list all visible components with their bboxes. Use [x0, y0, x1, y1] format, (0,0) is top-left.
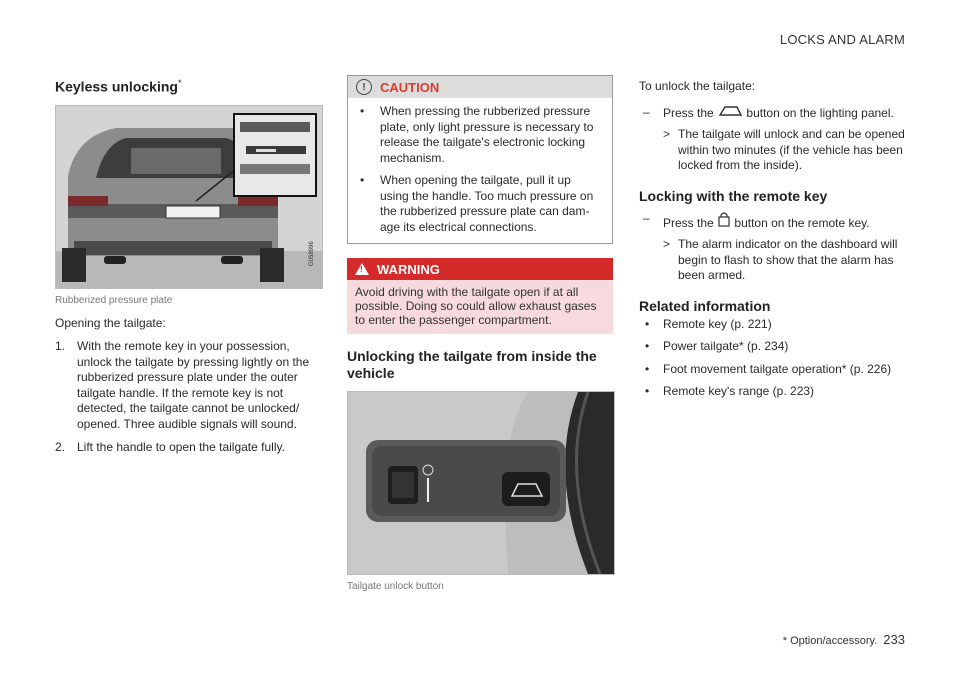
list-item: 2. Lift the handle to open the tailgate fully. [55, 440, 285, 455]
figure-code: G058996 [309, 240, 315, 266]
warning-title: WARNING [377, 261, 440, 277]
list-item: – Press the button on the remote key. [639, 211, 909, 232]
column-2 [347, 75, 613, 592]
related-title: Related information [639, 297, 771, 314]
tailgate-icon [717, 105, 743, 117]
list-item: 1. With the remote key in your possession, unlock the tailgate by pressing lightly on the rubberized pressure plate under the outer tailgate handle. If the remote key is not detected, the tailgate cannot be unlocked/ opened. Three audible signals will sound. [55, 339, 310, 431]
column-1 [55, 75, 323, 464]
keyless-unlocking-title: Keyless unlocking* [55, 78, 182, 95]
list-item: • When opening the tailgate, pull it up using the handle. Too much pressure on the rubberized pressure plate can dam- age its electrical connections. [356, 173, 602, 235]
button-figure [347, 391, 615, 575]
intro-text: Opening the tailgate: [55, 315, 166, 330]
warning-text: Avoid driving with the tailgate open if at all possible. Doing so could allow exhaust gases to enter the passenger compartment. [347, 280, 613, 334]
inside-unlock-title: Unlocking the tailgate from inside the vehicle [347, 348, 597, 381]
page-number: 233 [883, 632, 905, 647]
car-rear-illustration [56, 106, 322, 288]
list-item: • When pressing the rubberized pressure plate, only light pressure is necessary to release the tailgate's electronic locking mechanism. [356, 104, 602, 166]
related-list [639, 317, 909, 400]
steps-list [55, 339, 323, 456]
page-footer [783, 632, 905, 647]
related-link-foot-movement[interactable]: • Foot movement tailgate operation* (p. 226) [639, 362, 909, 378]
related-link-power-tailgate[interactable]: • Power tailgate* (p. 234) [639, 339, 909, 355]
locking-title: Locking with the remote key [639, 187, 828, 204]
lock-steps [639, 211, 909, 232]
figure-caption: Rubberized pressure plate [55, 294, 173, 306]
related-link-remote-key[interactable]: • Remote key (p. 221) [639, 317, 909, 333]
step-result: > The alarm indicator on the dashboard will begin to flash to show that the alarm has been armed. [639, 237, 909, 284]
list-item: – Press the button on the lighting panel. [639, 105, 909, 122]
warning-triangle-icon: ! [355, 263, 369, 275]
related-link-key-range[interactable]: • Remote key's range (p. 223) [639, 384, 909, 400]
caution-title: CAUTION [380, 79, 440, 95]
figure-code: G062140 [601, 535, 607, 560]
footnote: * Option/accessory. [782, 635, 878, 647]
intro-text: To unlock the tailgate: [639, 79, 756, 93]
column-3 [639, 75, 909, 407]
section-header: LOCKS AND ALARM [779, 32, 905, 47]
unlock-steps [639, 105, 909, 122]
lock-icon [717, 211, 731, 227]
warning-box [347, 258, 613, 334]
lighting-panel-illustration [348, 392, 614, 574]
exclamation-icon: ! [356, 79, 372, 95]
tailgate-figure [55, 105, 323, 289]
step-result: > The tailgate will unlock and can be opened within two minutes (if the vehicle has been locked from the inside). [639, 127, 909, 174]
caution-box [347, 75, 613, 244]
figure-caption: Tailgate unlock button [347, 581, 444, 592]
